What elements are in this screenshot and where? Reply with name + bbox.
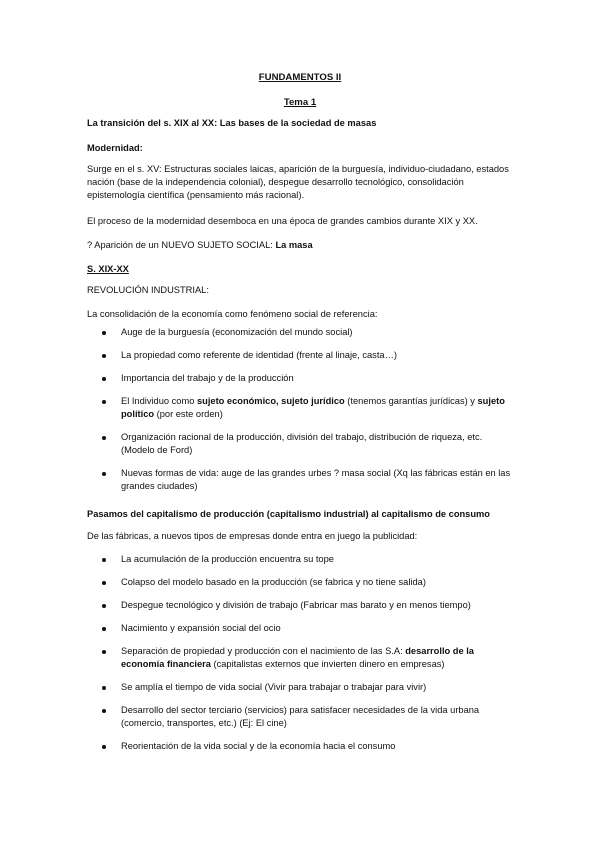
- main-heading: La transición del s. XIX al XX: Las bases de la sociedad de masas: [87, 118, 377, 128]
- document-title: FUNDAMENTOS II: [258, 72, 342, 83]
- consumer-capitalism-list: [87, 553, 517, 753]
- bullet-icon: [102, 558, 106, 562]
- bullet-icon: [102, 709, 106, 713]
- list-item: [87, 599, 517, 612]
- list-item-text: Colapso del modelo basado en la producción (se fabrica y no tiene salida): [121, 577, 426, 587]
- paragraph-modernity-process: El proceso de la modernidad desemboca en una época de grandes cambios durante XIX y XX.: [87, 216, 478, 226]
- list-item: [87, 467, 517, 493]
- revolution-heading: REVOLUCIÓN INDUSTRIAL:: [87, 285, 209, 295]
- list-item-text: (por este orden): [154, 409, 223, 419]
- list-item: [87, 349, 517, 362]
- list-item: [87, 395, 517, 421]
- list-item: [87, 431, 517, 457]
- intro-economy: La consolidación de la economía como fenómeno social de referencia:: [87, 309, 378, 319]
- list-item-text: (capitalistas externos que invierten dinero en empresas): [210, 659, 445, 669]
- bullet-icon: [102, 581, 106, 585]
- list-item: [87, 622, 517, 635]
- bullet-icon: [102, 436, 106, 440]
- new-subject-bold: La masa: [275, 240, 313, 250]
- list-item: [87, 553, 517, 566]
- list-item: [87, 372, 517, 385]
- list-item-text: La propiedad como referente de identidad (frente al linaje, casta…): [121, 350, 397, 360]
- list-item-text: Organización racional de la producción, división del trabajo, distribución de riqueza, etc. (Modelo de Ford): [121, 432, 483, 455]
- list-item-bold: sujeto económico, sujeto jurídico: [196, 396, 345, 406]
- bullet-icon: [102, 627, 106, 631]
- list-item: [87, 576, 517, 589]
- bullet-icon: [102, 686, 106, 690]
- list-item-bold: desarrollo de la economía financiera: [121, 646, 474, 669]
- list-item-text: Nacimiento y expansión social del ocio: [121, 623, 281, 633]
- industrial-revolution-list: [87, 326, 517, 493]
- list-item-text: Se amplía el tiempo de vida social (Vivir para trabajar o trabajar para vivir): [121, 682, 427, 692]
- list-item-text: Despegue tecnológico y división de trabajo (Fabricar mas barato y en menos tiempo): [121, 600, 471, 610]
- list-item-text: Desarrollo del sector terciario (servicios) para satisfacer necesidades de la vida urbana (comercio, transportes, etc.) (Ej: El cine): [121, 705, 480, 728]
- list-item-text: Separación de propiedad y producción con el nacimiento de las S.A:: [121, 646, 406, 656]
- paragraph-modernidad: Surge en el s. XV: Estructuras sociales laicas, aparición de la burguesía, individuo-ciudadano, estados nación (base de la independencia colonial), despegue desarrollo tecnológico, consolidación epistemología científica (pensamiento más racional).: [87, 164, 509, 200]
- bullet-icon: [102, 472, 106, 476]
- bullet-icon: [102, 354, 106, 358]
- paragraph-new-subject: [87, 240, 313, 250]
- list-item-bold: sujeto político: [121, 396, 505, 419]
- list-item: [87, 645, 517, 671]
- section-heading-modernidad: Modernidad:: [87, 143, 143, 153]
- list-item: [87, 740, 517, 753]
- document-subtitle: Tema 1: [283, 97, 317, 108]
- bullet-icon: [102, 745, 106, 749]
- bullet-icon: [102, 331, 106, 335]
- new-subject-text: ? Aparición de un NUEVO SUJETO SOCIAL:: [87, 240, 276, 250]
- section-heading-xix-xx: S. XIX-XX: [87, 264, 129, 274]
- bullet-icon: [102, 400, 106, 404]
- list-item-text: Importancia del trabajo y de la producción: [121, 373, 294, 383]
- list-item-text: Reorientación de la vida social y de la economía hacia el consumo: [121, 741, 396, 751]
- list-item-text: La acumulación de la producción encuentra su tope: [121, 554, 334, 564]
- list-item: [87, 704, 517, 730]
- list-item-text: El Individuo como: [121, 396, 197, 406]
- list-item: [87, 326, 517, 339]
- bullet-icon: [102, 650, 106, 654]
- bullet-icon: [102, 377, 106, 381]
- section-heading-capitalism: Pasamos del capitalismo de producción (capitalismo industrial) al capitalismo de consumo: [87, 509, 490, 519]
- list-item: [87, 681, 517, 694]
- list-item-text: Auge de la burguesía (economización del mundo social): [121, 327, 353, 337]
- list-item-text: (tenemos garantías jurídicas) y: [344, 396, 478, 406]
- bullet-icon: [102, 604, 106, 608]
- list-item-text: Nuevas formas de vida: auge de las grandes urbes ? masa social (Xq las fábricas están en las grandes ciudades): [121, 468, 511, 491]
- intro-factories: De las fábricas, a nuevos tipos de empresas donde entra en juego la publicidad:: [87, 531, 418, 541]
